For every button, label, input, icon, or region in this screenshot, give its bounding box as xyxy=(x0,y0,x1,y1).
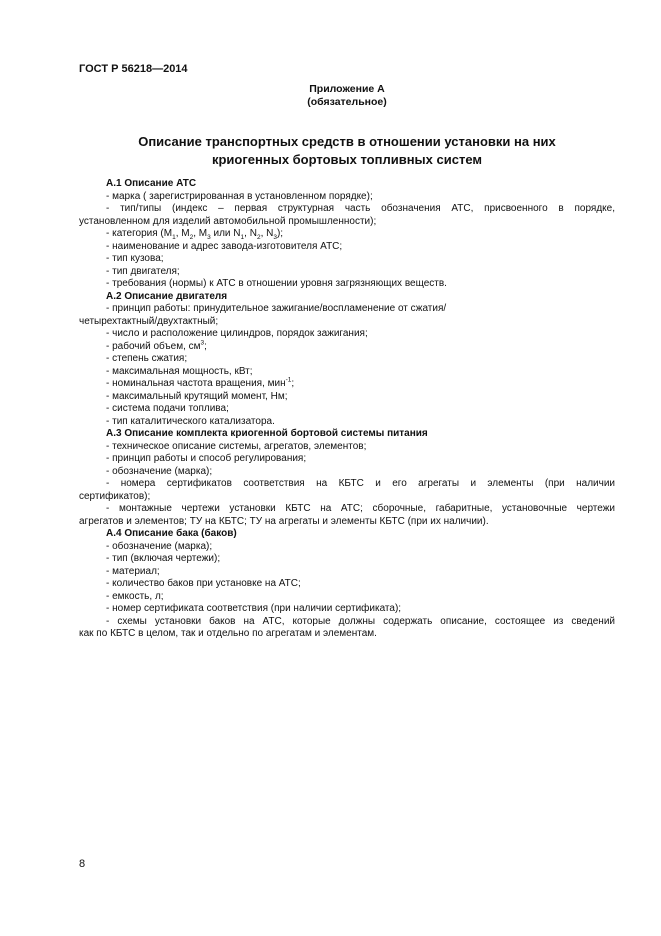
appendix-label: Приложение А xyxy=(309,83,385,95)
appendix-heading xyxy=(292,83,402,109)
list-item-continuation: агрегатов и элементов; ТУ на КБТС; ТУ на агрегаты и элементы КБТС (при их наличии). xyxy=(79,515,489,527)
list-item: - материал; xyxy=(106,565,160,577)
title-line-1: Описание транспортных средств в отношении установки на них xyxy=(138,134,556,149)
list-item: - схемы установки баков на АТС, которые должны содержать описание, состоящее из сведений xyxy=(106,615,615,627)
appendix-status: (обязательное) xyxy=(307,96,387,108)
list-item: - тип кузова; xyxy=(106,253,164,264)
section-a4-heading: А.4 Описание бака (баков) xyxy=(106,528,237,539)
list-item: - емкость, л; xyxy=(106,590,164,602)
list-item: - тип/типы (индекс – первая структурная часть обозначения АТС, присвоенного в порядке, xyxy=(106,203,615,214)
list-item: - номер сертификата соответствия (при наличии сертификата); xyxy=(106,603,402,614)
list-item: - марка ( зарегистрированная в установленном порядке); xyxy=(106,190,373,202)
list-item: - требования (нормы) к АТС в отношении уровня загрязняющих веществ. xyxy=(106,278,447,289)
list-item: - номинальная частота вращения, мин$^{-1}$; xyxy=(106,376,295,389)
list-item: - максимальный крутящий момент, Нм; xyxy=(106,390,288,402)
page-number: 8 xyxy=(79,858,86,870)
section-a3-heading: А.3 Описание комплекта криогенной бортовой системы питания xyxy=(106,428,428,439)
list-item: - количество баков при установке на АТС; xyxy=(106,578,301,589)
list-item: - обозначение (марка); xyxy=(106,540,213,552)
list-item-continuation: сертификатов); xyxy=(79,490,151,502)
list-item: - рабочий объем, $см^3$; xyxy=(106,339,207,352)
list-item: - тип (включая чертежи); xyxy=(106,553,221,564)
list-item-continuation: четырехтактный/двухтактный; xyxy=(79,315,219,327)
list-item: - обозначение (марка); xyxy=(106,465,213,477)
document-code: ГОСТ Р 56218—2014 xyxy=(79,63,188,75)
section-a1-heading: А.1 Описание АТС xyxy=(106,178,197,189)
page-title xyxy=(100,133,594,169)
list-item: - тип каталитического катализатора. xyxy=(106,415,275,427)
document-body xyxy=(79,178,615,641)
list-item: - номера сертификатов соответствия на КБТС и его агрегаты и элементы (при наличии xyxy=(106,478,615,489)
list-item-continuation: установленном для изделий автомобильной промышленности); xyxy=(79,215,377,227)
list-item: - система подачи топлива; xyxy=(106,403,229,414)
list-item: - техническое описание системы, агрегатов, элементов; xyxy=(106,440,367,452)
list-item: - категория ($М_1$, $М_2$, $М_3$ или $N_1$, $N_2$, $N_3$); xyxy=(106,228,284,241)
list-item: - принцип работы и способ регулирования; xyxy=(106,453,307,464)
list-item: - принцип работы: принудительное зажигание/воспламенение от сжатия/ xyxy=(106,303,447,314)
list-item: - тип двигателя; xyxy=(106,265,180,277)
list-item: - степень сжатия; xyxy=(106,353,188,364)
section-a2-heading: А.2 Описание двигателя xyxy=(106,290,228,302)
title-line-2: криогенных бортовых топливных систем xyxy=(211,152,482,167)
list-item: - число и расположение цилиндров, порядок зажигания; xyxy=(106,328,368,339)
list-item-continuation: как по КБТС в целом, так и отдельно по агрегатам и элементам. xyxy=(79,628,377,639)
list-item: - наименование и адрес завода-изготовителя АТС; xyxy=(106,240,343,252)
list-item: - максимальная мощность, кВт; xyxy=(106,365,253,377)
list-item: - монтажные чертежи установки КБТС на АТС; сборочные, габаритные, установочные чертежи xyxy=(106,503,615,514)
